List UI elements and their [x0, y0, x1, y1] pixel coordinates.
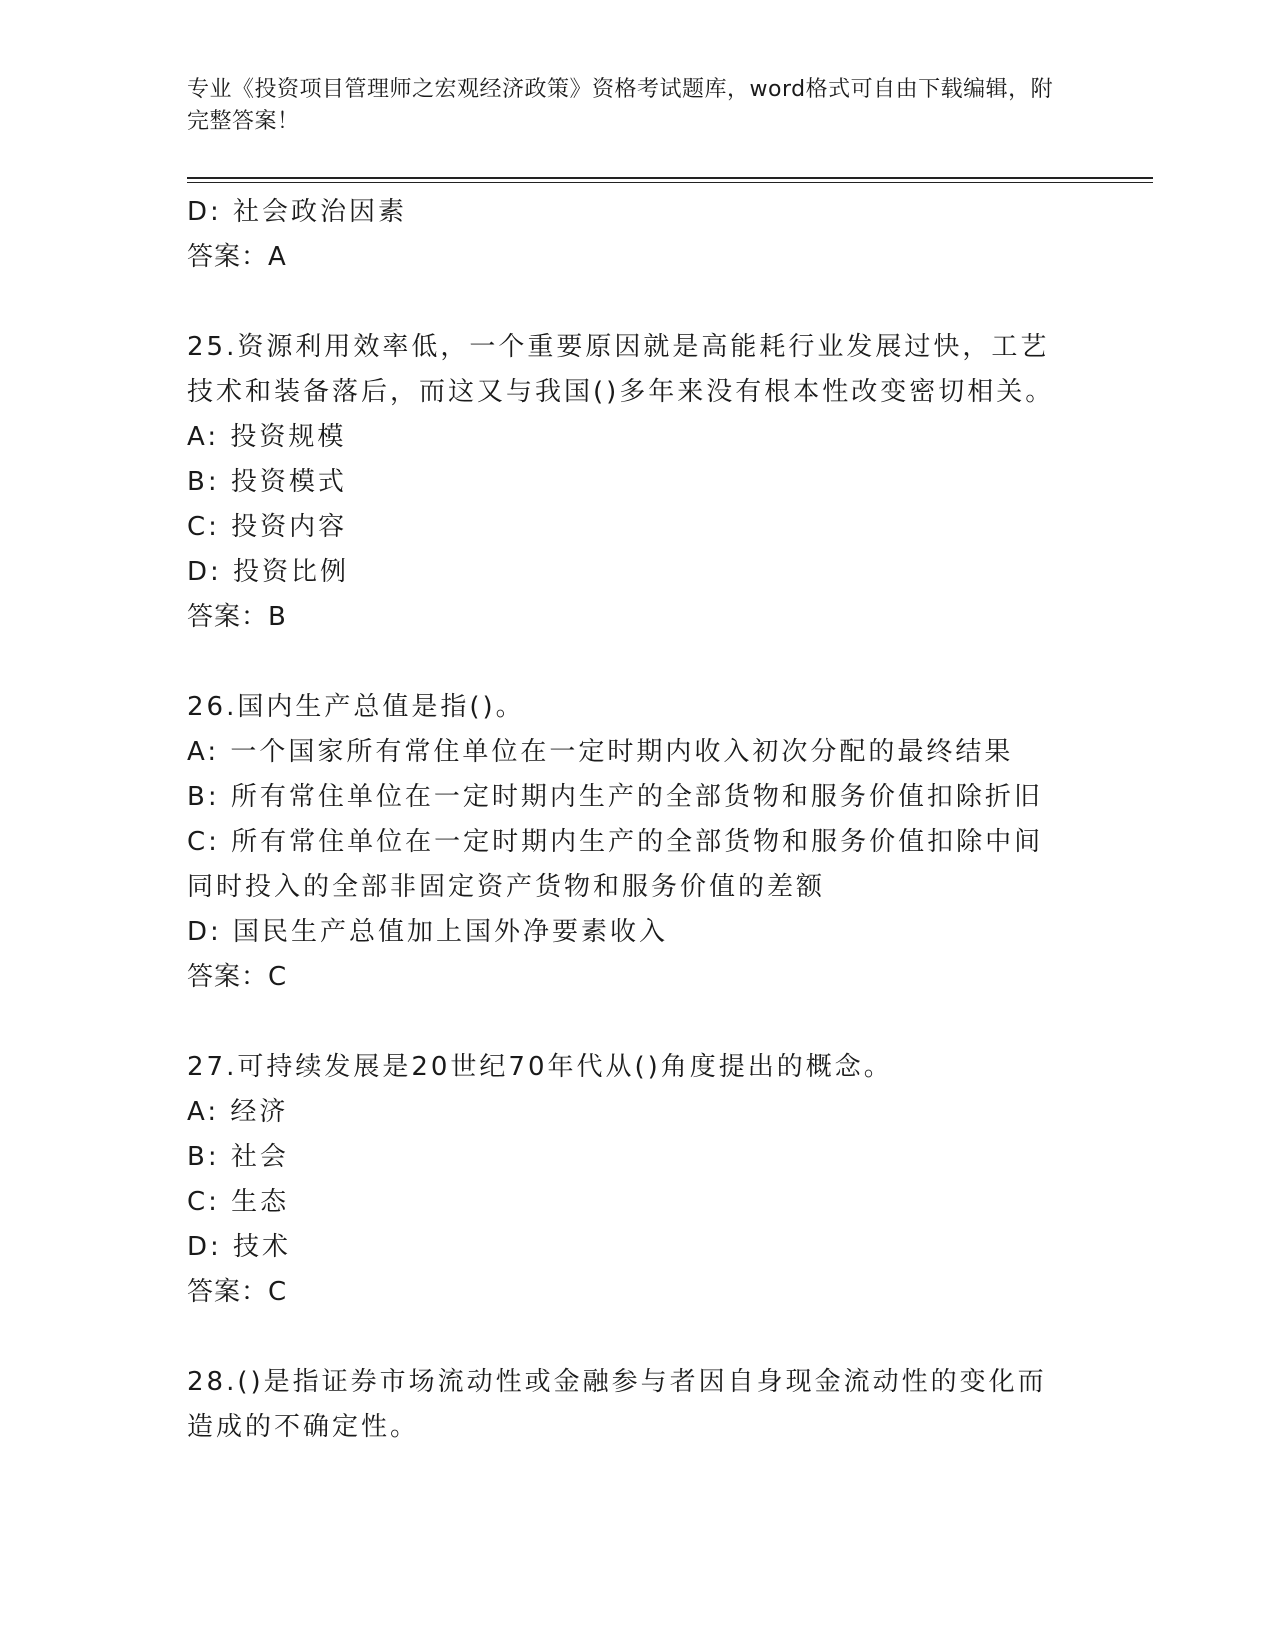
answer: 答案：C	[187, 962, 288, 992]
answer: 答案：C	[187, 1277, 288, 1307]
option-c: C: 生态	[187, 1187, 290, 1217]
question-list	[187, 190, 1087, 1450]
answer: 答案：A	[187, 242, 287, 272]
question-stem: 27.可持续发展是20世纪70年代从()角度提出的概念。	[187, 1052, 893, 1082]
option-b: B: 投资模式	[187, 467, 347, 497]
option-a: A: 经济	[187, 1097, 289, 1127]
question-stem: 26.国内生产总值是指()。	[187, 692, 525, 722]
question-stem: 28.()是指证券市场流动性或金融参与者因自身现金流动性的变化而造成的不确定性。	[187, 1367, 1047, 1442]
option-c: C: 投资内容	[187, 512, 348, 542]
question-26	[187, 685, 1087, 1000]
header-rule-thin	[187, 182, 1153, 183]
option-a: A: 一个国家所有常住单位在一定时期内收入初次分配的最终结果	[187, 737, 1014, 767]
answer: 答案：B	[187, 602, 287, 632]
question-28	[187, 1360, 1087, 1450]
option-d: D: 国民生产总值加上国外净要素收入	[187, 917, 669, 947]
question-stem: 25.资源利用效率低，一个重要原因就是高能耗行业发展过快，工艺技术和装备落后，而这又与我国()多年来没有根本性改变密切相关。	[187, 332, 1055, 407]
option-d: D: 社会政治因素	[187, 197, 408, 227]
option-b: B: 社会	[187, 1142, 289, 1172]
option-a: A: 投资规模	[187, 422, 347, 452]
previous-question-tail	[187, 190, 1087, 280]
document-header: 专业《投资项目管理师之宏观经济政策》资格考试题库，word格式可自由下载编辑，附完整答案！	[187, 77, 1054, 134]
question-25	[187, 325, 1087, 640]
option-b: B: 所有常住单位在一定时期内生产的全部货物和服务价值扣除折旧	[187, 782, 1043, 812]
option-c: C: 所有常住单位在一定时期内生产的全部货物和服务价值扣除中间同时投入的全部非固定资产货物和服务价值的差额	[187, 827, 1044, 902]
question-27	[187, 1045, 1087, 1315]
option-d: D: 技术	[187, 1232, 292, 1262]
header-rule-thick	[187, 177, 1153, 179]
option-d: D: 投资比例	[187, 557, 350, 587]
